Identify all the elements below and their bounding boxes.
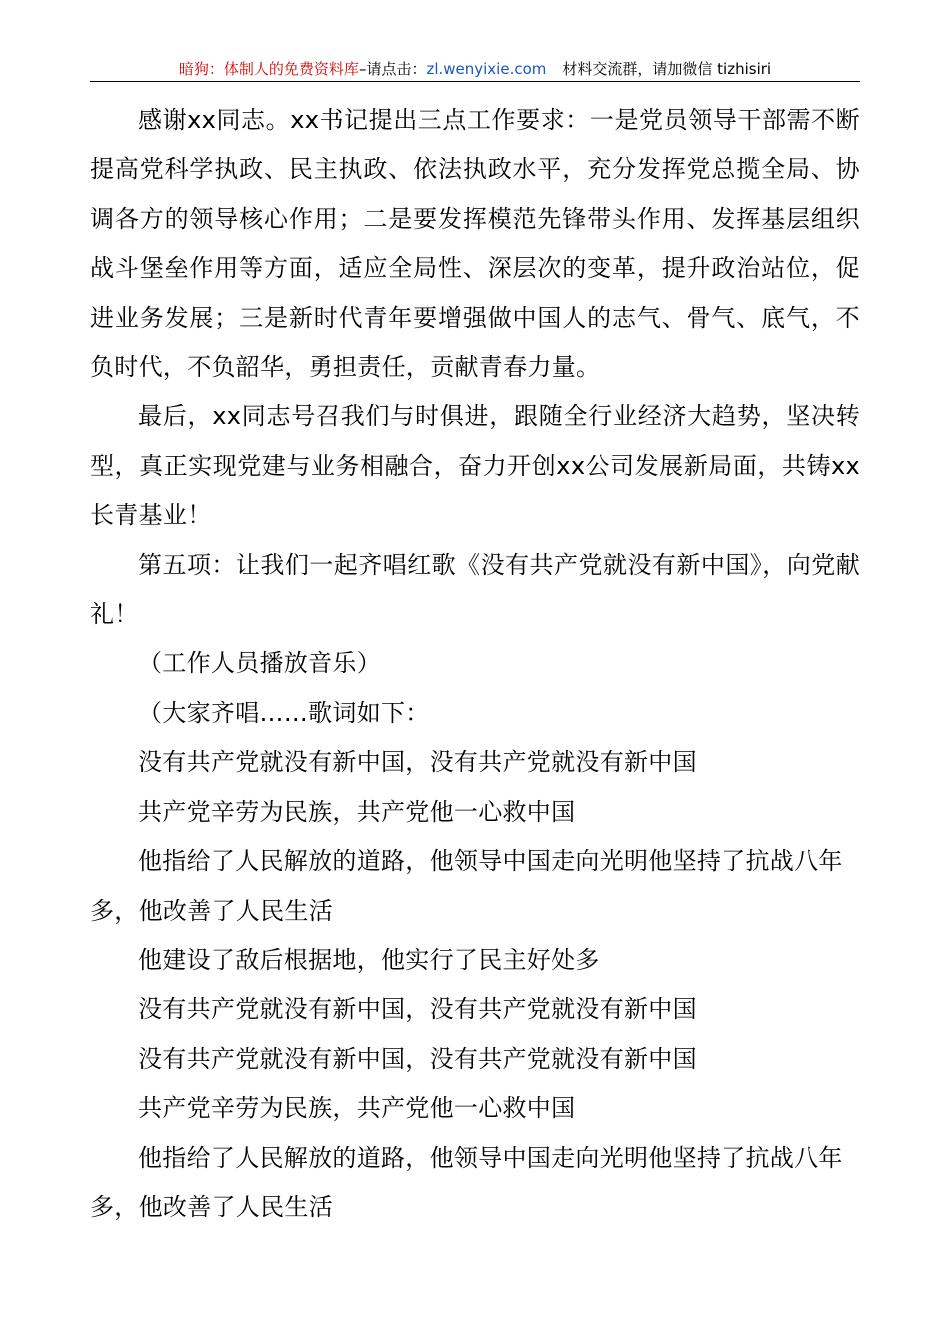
document-body — [90, 96, 860, 1232]
lyric-line: 没有共产党就没有新中国，没有共产党就没有新中国 — [138, 995, 697, 1024]
paragraph-closing-call: 最后，xx同志号召我们与时俱进，跟随全行业经济大趋势，坚决转型，真正实现党建与业务相融合，奋力开创xx公司发展新局面，共铸xx长青基业！ — [90, 402, 860, 530]
paragraph-stage-note-music: （工作人员播放音乐） — [138, 649, 381, 678]
lyric-line: 共产党辛劳为民族，共产党他一心救中国 — [138, 797, 576, 826]
lyric-line: 没有共产党就没有新中国，没有共产党就没有新中国 — [138, 1044, 697, 1073]
lyric-line: 他指给了人民解放的道路，他领导中国走向光明他坚持了抗战八年多，他改善了人民生活 — [90, 1143, 843, 1221]
lyric-line: 他指给了人民解放的道路，他领导中国走向光明他坚持了抗战八年多，他改善了人民生活 — [90, 847, 843, 925]
header-url-link[interactable]: zl.wenyixie.com — [426, 60, 547, 78]
paragraph-work-requirements: 感谢xx同志。xx书记提出三点工作要求：一是党员领导干部需不断提高党科学执政、民主执政、依法执政水平，充分发挥党总揽全局、协调各方的领导核心作用；二是要发挥模范先锋带头作用、发挥基层组织战斗堡垒作用等方面，适应全局性、深层次的变革，提升政治站位，促进业务发展；三是新时代青年要增强做中国人的志气、骨气、底气，不负时代，不负韶华，勇担责任，贡献青春力量。 — [90, 106, 860, 382]
lyric-line: 他建设了敌后根据地，他实行了民主好处多 — [138, 945, 600, 974]
page-header — [90, 56, 860, 82]
lyric-line: 没有共产党就没有新中国，没有共产党就没有新中国 — [138, 748, 697, 777]
header-brand: 暗狗：体制人的免费资料库 — [178, 60, 359, 78]
header-divider — [90, 81, 860, 82]
header-click-prompt: –请点击： — [358, 60, 427, 78]
lyric-line: 共产党辛劳为民族，共产党他一心救中国 — [138, 1094, 576, 1123]
paragraph-item-five: 第五项：让我们一起齐唱红歌《没有共产党就没有新中国》，向党献礼！ — [90, 550, 860, 629]
paragraph-stage-note-lyrics: （大家齐唱……歌词如下： — [138, 698, 430, 727]
header-wechat-note: 材料交流群，请加微信 tizhisiri — [562, 60, 772, 78]
